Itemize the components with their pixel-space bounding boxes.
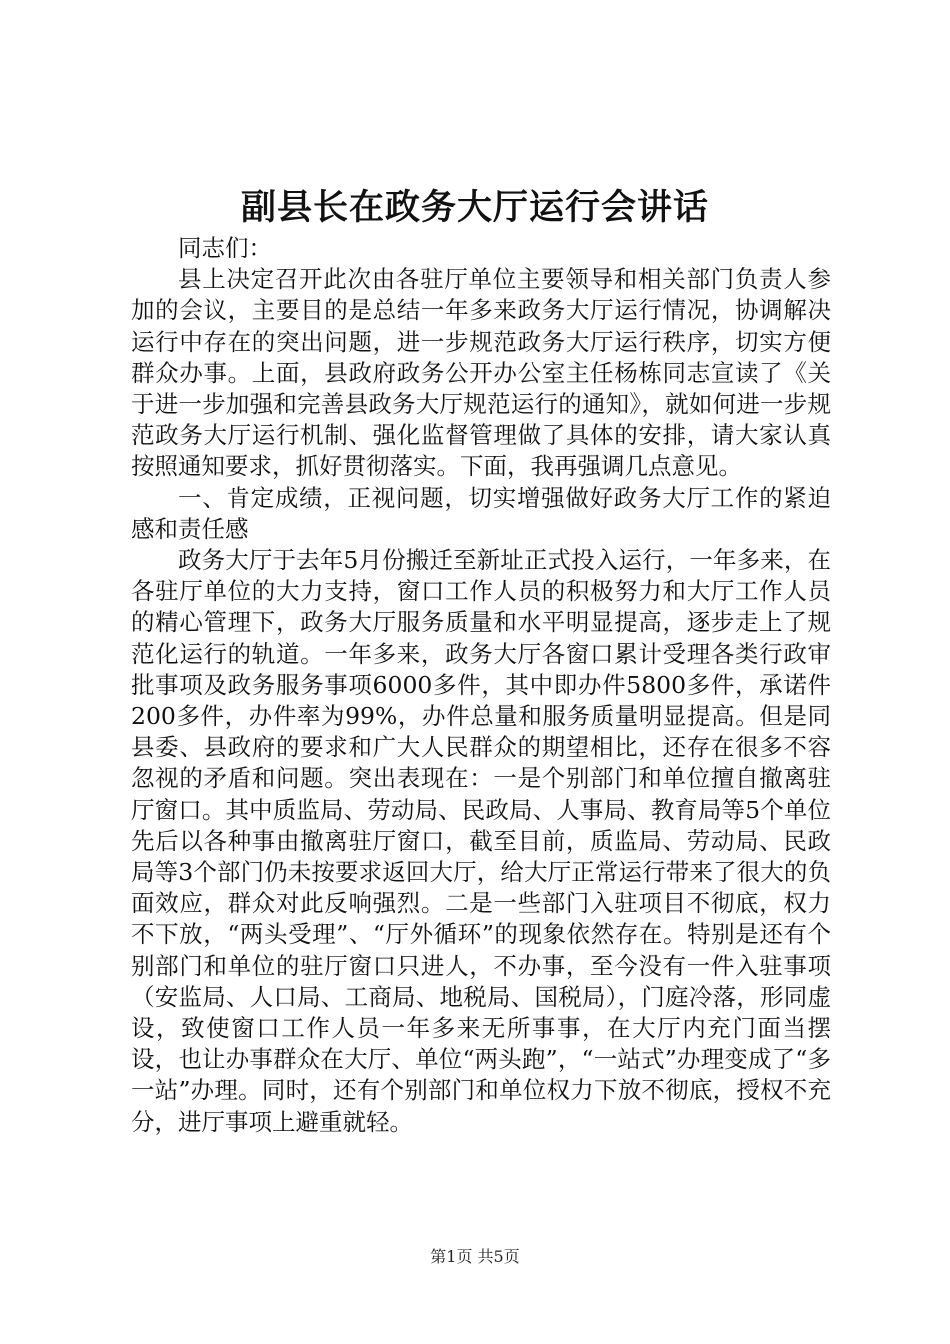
section-heading: 一、肯定成绩，正视问题，切实增强做好政务大厅工作的紧迫感和责任感 <box>131 483 831 543</box>
page-number-footer: 第1页 共5页 <box>430 1247 520 1266</box>
document-title: 副县长在政务大厅运行会讲话 <box>240 187 709 228</box>
document-body <box>131 233 831 1138</box>
body-paragraph: 政务大厅于去年5月份搬迁至新址正式投入运行，一年多来，在各驻厅单位的大力支持，窗口工作人员的积极努力和大厅工作人员的精心管理下，政务大厅服务质量和水平明显提高，逐步走上了规范化运行的轨道。一年多来，政务大厅各窗口累计受理各类行政审批事项及政务服务事项6000多件，其中即办件5800多件，承诺件200多件，办件率为99%，办件总量和服务质量明显提高。但是同县委、县政府的要求和广大人民群众的期望相比，还存在很多不容忽视的矛盾和问题。突出表现在：一是个别部门和单位擅自撤离驻厅窗口。其中质监局、劳动局、民政局、人事局、教育局等5个单位先后以各种事由撤离驻厅窗口，截至目前，质监局、劳动局、民政局等3个部门仍未按要求返回大厅，给大厅正常运行带来了很大的负面效应，群众对此反响强烈。二是一些部门入驻项目不彻底，权力不下放，“两头受理”、“厅外循环”的现象依然存在。特别是还有个别部门和单位的驻厅窗口只进人，不办事，至今没有一件入驻事项（安监局、人口局、工商局、地税局、国税局），门庭冷落，形同虚设，致使窗口工作人员一年多来无所事事，在大厅内充门面当摆设，也让办事群众在大厅、单位“两头跑”，“一站式”办理变成了“多一站”办理。同时，还有个别部门和单位权力下放不彻底，授权不充分，进厅事项上避重就轻。 <box>131 546 831 1136</box>
body-paragraph: 县上决定召开此次由各驻厅单位主要领导和相关部门负责人参加的会议，主要目的是总结一年多来政务大厅运行情况，协调解决运行中存在的突出问题，进一步规范政务大厅运行秩序，切实方便群众办事。上面，县政府政务公开办公室主任杨栋同志宣读了《关于进一步加强和完善县政务大厅规范运行的通知》，就如何进一步规范政务大厅运行机制、强化监督管理做了具体的安排，请大家认真按照通知要求，抓好贯彻落实。下面，我再强调几点意见。 <box>131 265 831 481</box>
salutation-paragraph: 同志们： <box>178 234 272 262</box>
